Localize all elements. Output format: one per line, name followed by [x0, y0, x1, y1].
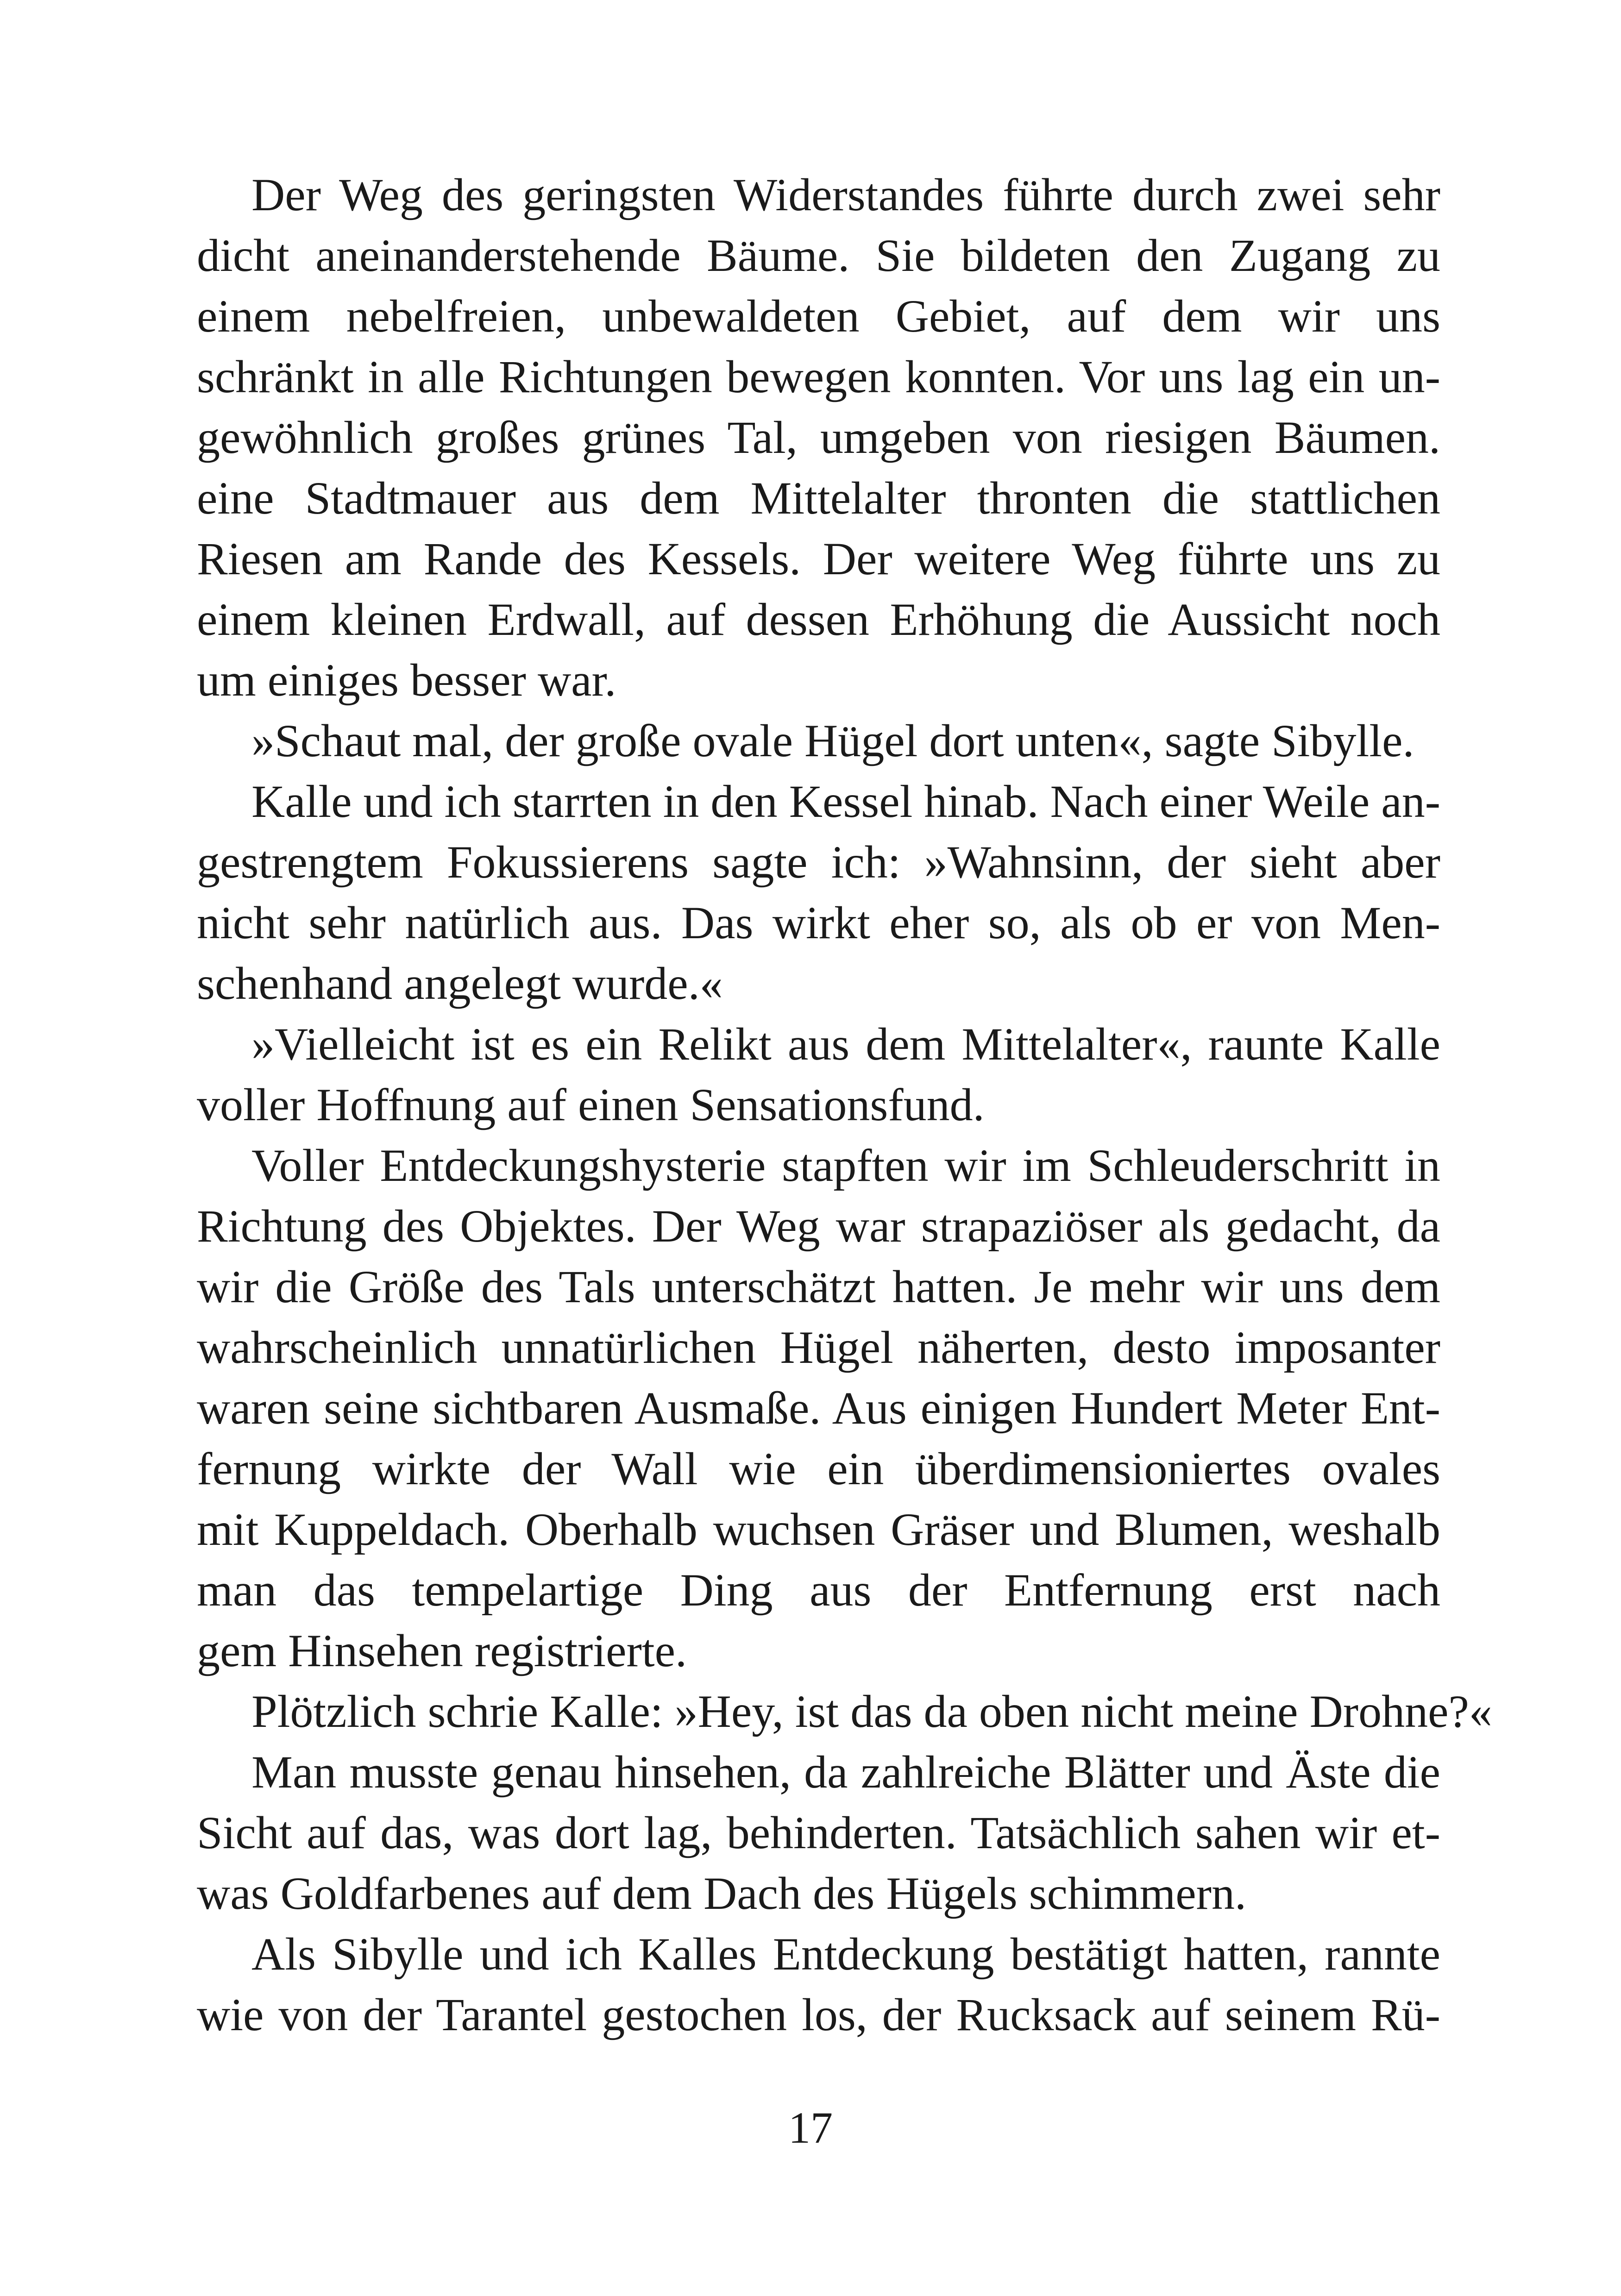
text-line: gem Hinsehen registrierte. [197, 1625, 687, 1676]
body-text [197, 164, 1492, 2045]
text-line: Voller Entdeckungshysterie stapften wir im Schleuderschritt in [251, 1140, 1440, 1191]
text-line: Kalle und ich starrten in den Kessel hinab. Nach einer Weile an- [251, 776, 1440, 827]
text-line: dicht aneinanderstehende Bäume. Sie bildeten den Zugang zu [197, 230, 1440, 281]
page-number: 17 [788, 2103, 833, 2152]
text-line: Richtung des Objektes. Der Weg war strapaziöser als gedacht, da [197, 1200, 1440, 1252]
text-line: einem nebelfreien, unbewaldeten Gebiet, auf dem wir uns [197, 290, 1440, 342]
text-line: Riesen am Rande des Kessels. Der weitere Weg führte uns zu [197, 533, 1440, 584]
text-line: man das tempelartige Ding aus der Entfernung erst nach [197, 1564, 1440, 1616]
text-line: gewöhnlich großes grünes Tal, umgeben von riesigen Bäumen. [197, 412, 1440, 463]
text-line: waren seine sichtbaren Ausmaße. Aus einigen Hundert Meter Ent- [197, 1382, 1440, 1434]
text-line: wir die Größe des Tals unterschätzt hatten. Je mehr wir uns dem [197, 1261, 1440, 1312]
text-line: »Schaut mal, der große ovale Hügel dort unten«, sagte Sibylle. [251, 715, 1414, 766]
text-line: um einiges besser war. [197, 654, 616, 706]
text-line: schenhand angelegt wurde.« [197, 958, 723, 1009]
text-line: Als Sibylle und ich Kalles Entdeckung bestätigt hatten, rannte [251, 1928, 1440, 1980]
text-line: einem kleinen Erdwall, auf dessen Erhöhung die Aussicht noch [197, 594, 1440, 645]
text-line: wie von der Tarantel gestochen los, der Rucksack auf seinem Rü- [197, 1989, 1440, 2040]
text-line: was Goldfarbenes auf dem Dach des Hügels schimmern. [197, 1868, 1246, 1919]
text-line: Man musste genau hinsehen, da zahlreiche Blätter und Äste die [251, 1746, 1440, 1798]
text-line: Der Weg des geringsten Widerstandes führte durch zwei sehr [251, 169, 1440, 220]
text-line: Plötzlich schrie Kalle: »Hey, ist das da oben nicht meine Drohne?« [251, 1686, 1492, 1737]
text-line: schränkt in alle Richtungen bewegen konnten. Vor uns lag ein un- [197, 351, 1440, 402]
text-line: wahrscheinlich unnatürlichen Hügel näherten, desto imposanter [197, 1322, 1440, 1373]
text-line: »Vielleicht ist es ein Relikt aus dem Mittelalter«, raunte Kalle [251, 1018, 1440, 1070]
text-line: nicht sehr natürlich aus. Das wirkt eher so, als ob er von Men- [197, 897, 1440, 948]
text-line: voller Hoffnung auf einen Sensationsfund. [197, 1079, 985, 1130]
text-line: mit Kuppeldach. Oberhalb wuchsen Gräser und Blumen, weshalb [197, 1504, 1440, 1555]
text-line: gestrengtem Fokussierens sagte ich: »Wahnsinn, der sieht aber [197, 836, 1440, 888]
text-line: fernung wirkte der Wall wie ein überdimensioniertes ovales [197, 1443, 1440, 1494]
text-line: Sicht auf das, was dort lag, behinderten. Tatsächlich sahen wir et- [197, 1807, 1440, 1858]
text-line: eine Stadtmauer aus dem Mittelalter thronten die stattlichen [197, 472, 1440, 524]
